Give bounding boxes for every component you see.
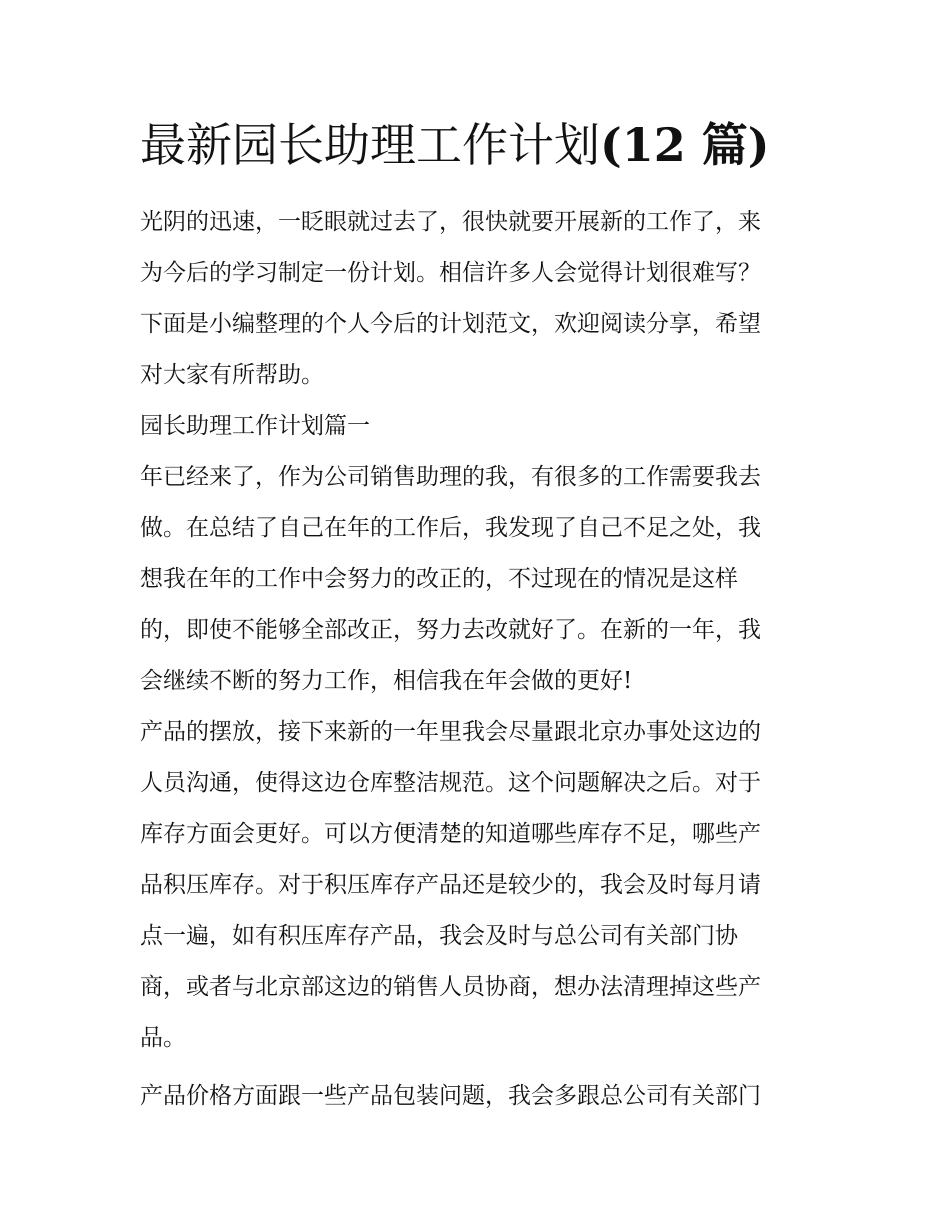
text-line: 库存方面会更好。可以方便清楚的知道哪些库存不足，哪些产: [140, 821, 761, 847]
text-line: 对大家有所帮助。: [140, 362, 324, 388]
text-line: 光阴的迅速，一眨眼就过去了，很快就要开展新的工作了，来: [140, 209, 761, 235]
document-title-main: 最新园长助理工作计划: [140, 118, 600, 172]
paragraph: [140, 707, 816, 1064]
text-line: 为今后的学习制定一份计划。相信许多人会觉得计划很难写？: [140, 260, 761, 286]
paragraph-intro: [140, 197, 816, 401]
document-title: [140, 112, 820, 178]
text-line: 会继续不断的努力工作，相信我在年会做的更好!: [140, 668, 633, 694]
section-heading-text: 园长助理工作计划篇一: [140, 413, 370, 439]
text-line: 品。: [140, 1025, 186, 1051]
paragraph: [140, 1071, 816, 1122]
section-heading: [140, 401, 816, 452]
text-line: 想我在年的工作中会努力的改正的，不过现在的情况是这样: [140, 566, 738, 592]
text-line: 年已经来了，作为公司销售助理的我，有很多的工作需要我去: [140, 464, 761, 490]
text-line: 点一遍，如有积压库存产品，我会及时与总公司有关部门协: [140, 923, 738, 949]
text-line: 品积压库存。对于积压库存产品还是较少的，我会及时每月请: [140, 872, 761, 898]
text-line: 产品价格方面跟一些产品包装问题，我会多跟总公司有关部门: [140, 1083, 761, 1109]
document-title-suffix: (12 篇): [600, 118, 770, 172]
text-line: 产品的摆放，接下来新的一年里我会尽量跟北京办事处这边的: [140, 719, 761, 745]
text-line: 下面是小编整理的个人今后的计划范文，欢迎阅读分享，希望: [140, 311, 761, 337]
paragraph: [140, 452, 816, 707]
text-line: 人员沟通，使得这边仓库整洁规范。这个问题解决之后。对于: [140, 770, 761, 796]
text-line: 的，即使不能够全部改正，努力去改就好了。在新的一年，我: [140, 617, 761, 643]
text-line: 商，或者与北京部这边的销售人员协商，想办法清理掉这些产: [140, 974, 761, 1000]
document-body: [140, 197, 816, 1122]
text-line: 做。在总结了自己在年的工作后，我发现了自己不足之处，我: [140, 515, 761, 541]
paragraph-spacer: [140, 1064, 816, 1071]
